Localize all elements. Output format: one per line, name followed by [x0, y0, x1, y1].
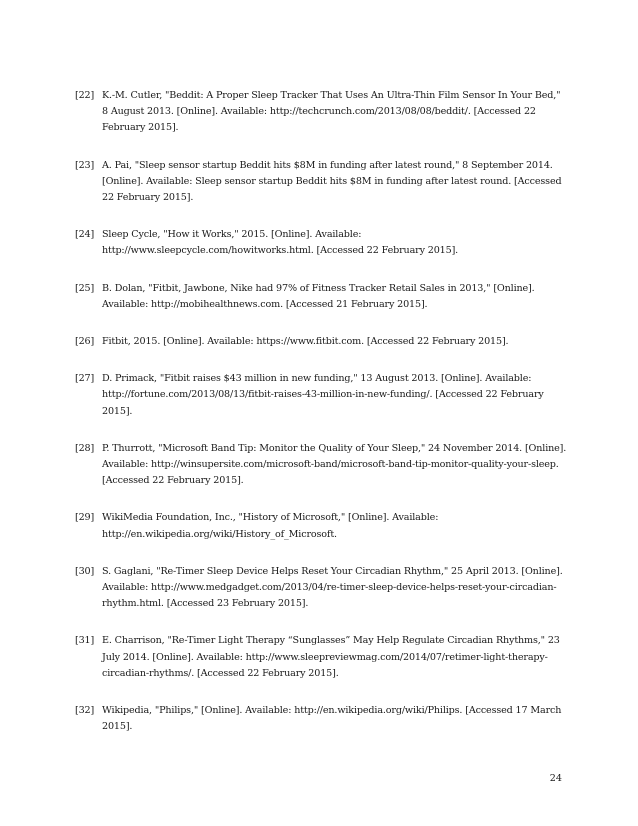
reference-item — [75, 281, 567, 313]
reference-text: Wikipedia, "Philips," [Online]. Available: http://en.wikipedia.org/wiki/Philips. [Accessed 17 March 2015]. — [102, 705, 562, 733]
reference-number: [32] — [75, 705, 95, 717]
reference-number: [29] — [75, 512, 95, 524]
reference-number: [25] — [75, 282, 95, 294]
reference-number: [27] — [75, 373, 95, 385]
reference-text: WikiMedia Foundation, Inc., "History of Microsoft," [Online]. Available: http://en.wikipedia.org/wiki/History_of_Microsoft. — [102, 512, 439, 540]
reference-item — [75, 227, 567, 259]
reference-text: E. Charrison, "Re-Timer Light Therapy “Sunglasses” May Help Regulate Circadian Rhythms," 23 July 2014. [Online]. Available: http://www.sleepreviewmag.com/2014/07/retimer-light-therapy-circadian-rhythms/. [Accessed 22 February 2015]. — [102, 635, 560, 679]
reference-text: Sleep Cycle, "How it Works," 2015. [Online]. Available: http://www.sleepcycle.com/howitworks.html. [Accessed 22 February 2015]. — [102, 229, 459, 257]
reference-number: [23] — [75, 159, 95, 171]
reference-text: P. Thurrott, "Microsoft Band Tip: Monitor the Quality of Your Sleep," 24 November 2014. [Online]. Available: http://winsupersite.com/microsoft-band/microsoft-band-tip-monitor-quality-your-sleep. [Accessed 22 February 2015]. — [102, 442, 567, 487]
reference-item — [75, 510, 567, 542]
reference-number: [28] — [75, 442, 95, 454]
reference-item — [75, 158, 567, 207]
reference-item — [75, 371, 567, 420]
reference-list — [75, 88, 567, 735]
reference-number: [24] — [75, 229, 95, 241]
reference-text: K.-M. Cutler, "Beddit: A Proper Sleep Tracker That Uses An Ultra-Thin Film Sensor In Your Bed," 8 August 2013. [Online]. Available: http://techcrunch.com/2013/08/08/beddit/. [Accessed 22 February 2015]. — [102, 90, 561, 134]
page-number: 24 — [549, 773, 562, 784]
reference-text: A. Pai, "Sleep sensor startup Beddit hits $8M in funding after latest round," 8 September 2014. [Online]. Available: Sleep sensor startup Beddit hits $8M in funding after latest round. [Accessed 22 February 2015]. — [102, 159, 562, 204]
reference-text: S. Gaglani, "Re-Timer Sleep Device Helps Reset Your Circadian Rhythm," 25 April 2013. [Online]. Available: http://www.medgadget.com/2013/04/re-timer-sleep-device-helps-reset-your-circadian-rhythm.html. [Accessed 23 February 2015]. — [102, 565, 563, 610]
reference-number: [30] — [75, 565, 95, 577]
reference-text: Fitbit, 2015. [Online]. Available: https://www.fitbit.com. [Accessed 22 February 2015]. — [102, 336, 509, 348]
reference-number: [31] — [75, 635, 95, 647]
reference-item — [75, 703, 567, 735]
reference-item — [75, 88, 567, 137]
reference-number: [26] — [75, 336, 95, 348]
reference-text: B. Dolan, "Fitbit, Jawbone, Nike had 97% of Fitness Tracker Retail Sales in 2013," [Online]. Available: http://mobihealthnews.com. [Accessed 21 February 2015]. — [102, 282, 535, 310]
reference-item — [75, 334, 567, 350]
reference-item — [75, 633, 567, 682]
reference-item — [75, 564, 567, 613]
reference-number: [22] — [75, 90, 95, 101]
reference-text: D. Primack, "Fitbit raises $43 million in new funding," 13 August 2013. [Online]. Available: http://fortune.com/2013/08/13/fitbit-raises-43-million-in-new-funding/. [Accessed 22 February 2015]. — [102, 373, 544, 417]
reference-item — [75, 441, 567, 490]
